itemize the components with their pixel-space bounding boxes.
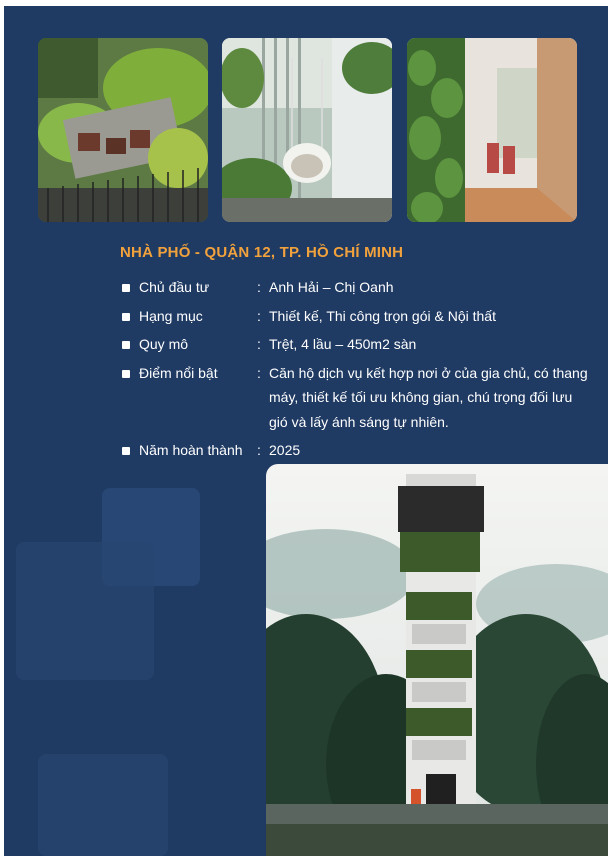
bullet-icon — [122, 370, 130, 378]
detail-row — [122, 307, 592, 329]
project-details — [122, 278, 592, 470]
detail-separator: : — [257, 364, 261, 381]
rooftop-garden-photo — [38, 38, 208, 222]
detail-value: Căn hộ dịch vụ kết hợp nơi ở của gia chủ, có thang máy, thiết kế tối ưu không gian, chú trọng đối lưu gió và lấy ánh sáng tự nhiên. — [269, 364, 588, 430]
detail-label: Năm hoàn thành — [139, 442, 243, 458]
bullet-icon — [122, 341, 130, 349]
detail-value: Trệt, 4 lầu – 450m2 sàn — [269, 336, 417, 352]
detail-value: Thiết kế, Thi công trọn gói & Nội thất — [269, 307, 496, 324]
decorative-square — [38, 754, 168, 856]
detail-separator: : — [257, 336, 261, 352]
detail-value: Anh Hải – Chị Oanh — [269, 279, 394, 295]
bullet-icon — [122, 447, 130, 455]
decorative-square — [16, 542, 154, 680]
detail-value: 2025 — [269, 442, 301, 458]
detail-separator: : — [257, 279, 261, 295]
project-title: NHÀ PHỐ - QUẬN 12, TP. HỒ CHÍ MINH — [120, 244, 404, 261]
detail-row — [122, 335, 592, 357]
bullet-icon — [122, 284, 130, 292]
balcony-photo — [222, 38, 392, 222]
detail-label: Quy mô — [139, 336, 189, 352]
corridor-photo — [407, 38, 577, 222]
townhouse-facade-photo — [266, 464, 608, 856]
detail-label: Chủ đầu tư — [139, 279, 210, 295]
bullet-icon — [122, 313, 130, 321]
detail-label: Hạng mục — [139, 307, 203, 324]
detail-row — [122, 278, 592, 300]
detail-row — [122, 364, 592, 435]
detail-separator: : — [257, 307, 261, 324]
detail-label: Điểm nổi bật — [139, 364, 218, 381]
detail-separator: : — [257, 442, 261, 458]
detail-row — [122, 441, 592, 463]
brochure-page — [4, 6, 608, 856]
